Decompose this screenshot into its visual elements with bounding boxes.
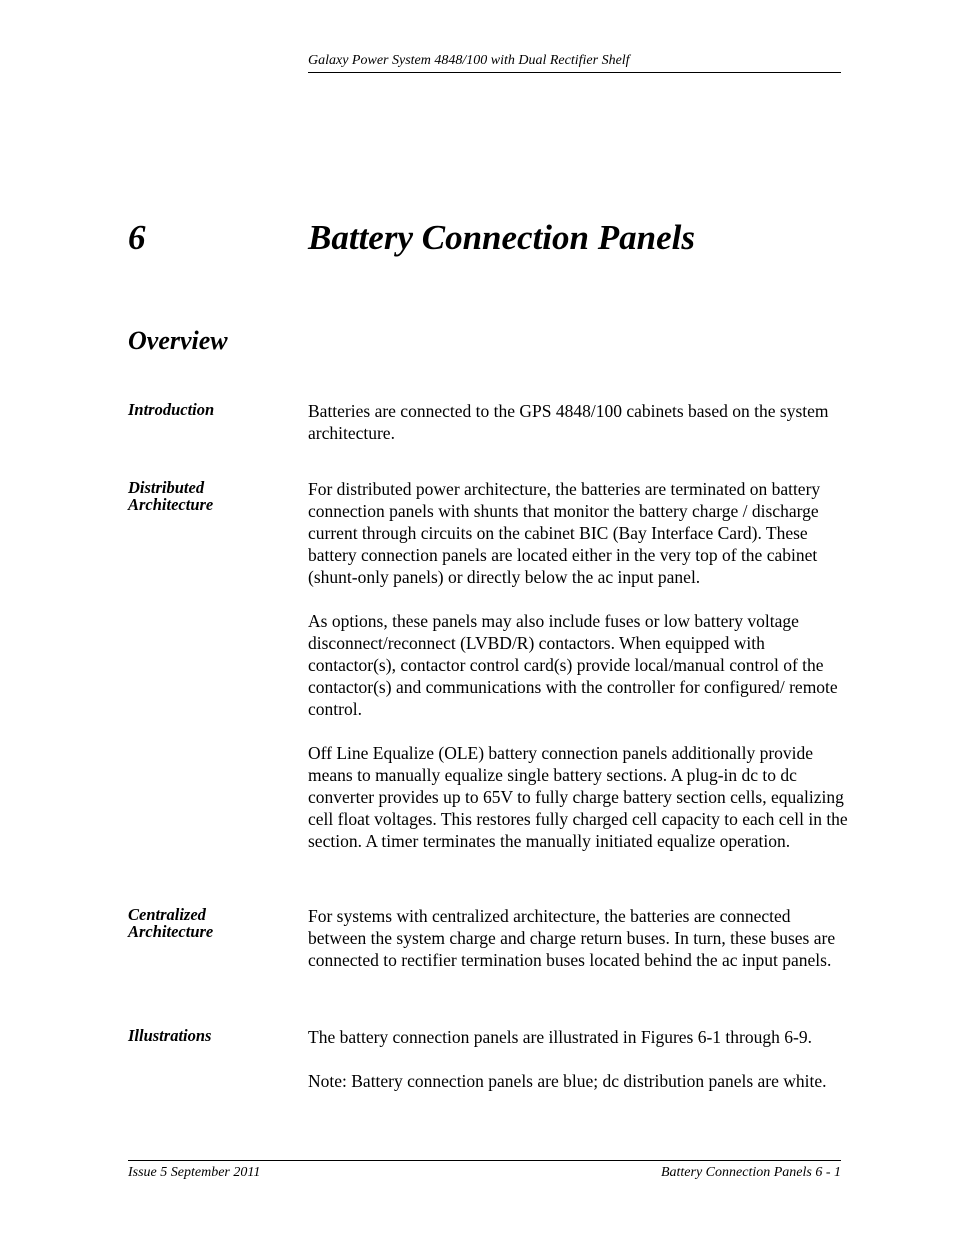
- section-body: [308, 1026, 848, 1114]
- footer-issue: Issue 5 September 2011: [128, 1165, 261, 1180]
- label-line: Architecture: [128, 495, 214, 514]
- running-header: Galaxy Power System 4848/100 with Dual Rectifier Shelf: [308, 52, 841, 73]
- section-label: [128, 479, 298, 513]
- label-line: Distributed: [128, 478, 205, 497]
- page-footer: [128, 1160, 841, 1180]
- label-line: Centralized: [128, 905, 206, 924]
- paragraph: As options, these panels may also include fuses or low battery voltage disconnect/reconnect (LVBD/R) contactors. When equipped with contactor(s), contactor control card(s) provide local/manual control of the contactor(s) and communications with the controller for configured/ remote control.: [308, 611, 838, 719]
- section-body: [308, 478, 848, 874]
- label-line: Architecture: [128, 922, 214, 941]
- section-label: Illustrations: [128, 1026, 212, 1045]
- footer-page-number: Battery Connection Panels 6 - 1: [660, 1165, 841, 1180]
- chapter-title: Battery Connection Panels: [308, 218, 695, 257]
- paragraph: For distributed power architecture, the batteries are terminated on battery connection panels with shunts that monitor the battery charge / discharge current through circuits on the cabinet BIC (Bay Interface Card). These battery connection panels are located either in the very top of the cabinet (shunt-only panels) or directly below the ac input panel.: [308, 479, 821, 587]
- chapter-number: 6: [128, 218, 146, 257]
- overview-heading: Overview: [128, 326, 228, 355]
- section-body: [308, 905, 848, 993]
- section-label: [128, 906, 298, 940]
- section-body: [308, 400, 848, 466]
- paragraph: For systems with centralized architecture, the batteries are connected between the system charge and charge return buses. In turn, these buses are connected to rectifier termination buses located behind the ac input panels.: [308, 906, 836, 970]
- paragraph: The battery connection panels are illustrated in Figures 6-1 through 6-9.: [308, 1027, 812, 1047]
- paragraph: Off Line Equalize (OLE) battery connection panels additionally provide means to manually equalize single battery sections. A plug-in dc to dc converter provides up to 65V to fully charge battery section cells, equalizing cell float voltages. This restores fully charged cell capacity to each cell in the section. A timer terminates the manually initiated equalize operation.: [308, 743, 848, 851]
- section-label: Introduction: [128, 400, 215, 419]
- paragraph: Note: Battery connection panels are blue; dc distribution panels are white.: [308, 1071, 827, 1091]
- paragraph: Batteries are connected to the GPS 4848/100 cabinets based on the system architecture.: [308, 401, 829, 443]
